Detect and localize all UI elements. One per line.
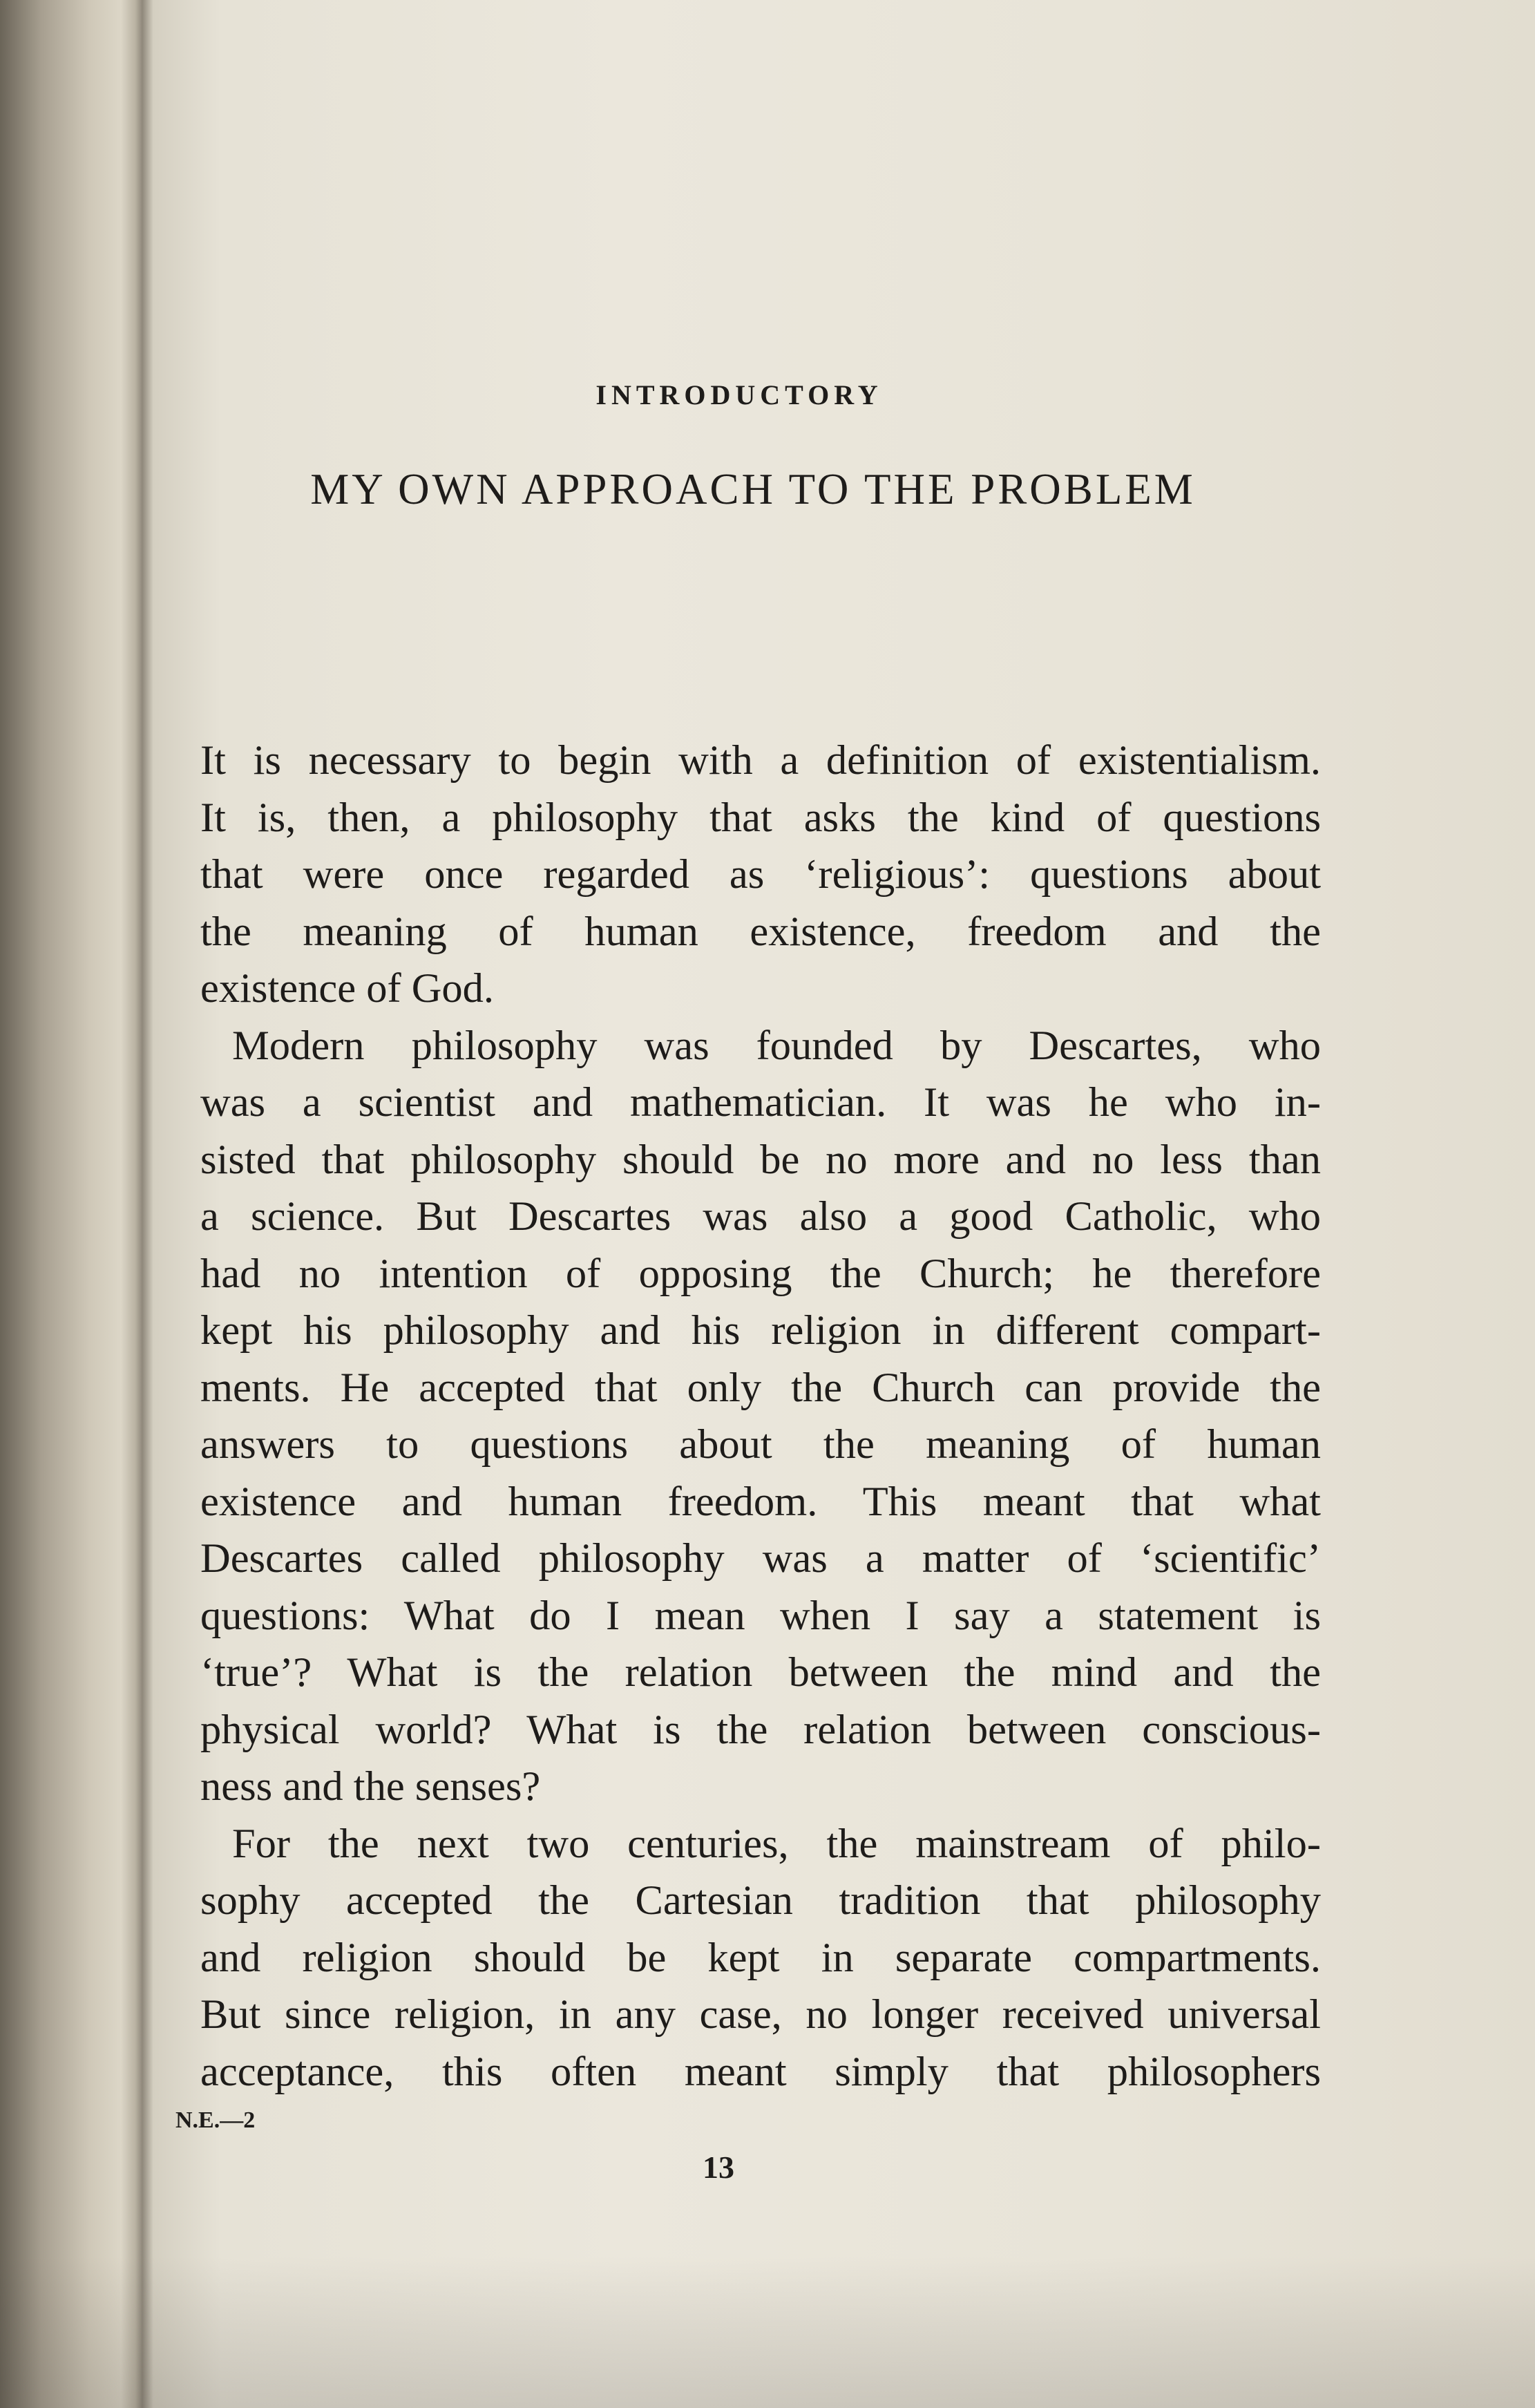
- text-line: ‘true’? What is the relation between the mind and the: [200, 1649, 1321, 1696]
- text-line: that were once regarded as ‘religious’: questions about: [200, 851, 1321, 898]
- running-head: INTRODUCTORY: [595, 379, 883, 410]
- text-line: But since religion, in any case, no longer received universal: [200, 1991, 1321, 2038]
- text-line: It is, then, a philosophy that asks the kind of questions: [200, 794, 1321, 841]
- page-shadow: [0, 2256, 1535, 2408]
- text-line: physical world? What is the relation between conscious-: [200, 1706, 1321, 1753]
- chapter-title: MY OWN APPROACH TO THE PROBLEM: [310, 465, 1196, 513]
- text-line: and religion should be kept in separate compartments.: [200, 1934, 1321, 1981]
- text-line: existence of God.: [200, 965, 495, 1012]
- body-text: [200, 732, 1321, 2101]
- text-line: For the next two centuries, the mainstream of philo-: [232, 1820, 1321, 1867]
- text-line: ness and the senses?: [200, 1763, 541, 1810]
- text-line: the meaning of human existence, freedom and the: [200, 908, 1321, 955]
- text-line: questions: What do I mean when I say a statement is: [200, 1592, 1321, 1639]
- text-line: ments. He accepted that only the Church can provide the: [200, 1364, 1321, 1411]
- text-line: was a scientist and mathematician. It was he who in-: [200, 1079, 1321, 1126]
- text-line: sisted that philosophy should be no more and no less than: [200, 1136, 1321, 1183]
- text-line: acceptance, this often meant simply that philosophers: [200, 2048, 1321, 2095]
- text-line: had no intention of opposing the Church; he therefore: [200, 1250, 1321, 1297]
- page-number: 13: [703, 2150, 734, 2185]
- text-line: answers to questions about the meaning of human: [200, 1421, 1321, 1468]
- text-line: Descartes called philosophy was a matter of ‘scientific’: [200, 1535, 1321, 1582]
- text-line: existence and human freedom. This meant that what: [200, 1478, 1321, 1525]
- signature-mark: N.E.—2: [175, 2107, 256, 2133]
- text-line: sophy accepted the Cartesian tradition that philosophy: [200, 1877, 1321, 1924]
- text-line: Modern philosophy was founded by Descartes, who: [232, 1022, 1321, 1069]
- text-line: kept his philosophy and his religion in different compart-: [200, 1307, 1321, 1354]
- text-line: a science. But Descartes was also a good Catholic, who: [200, 1193, 1321, 1240]
- text-line: It is necessary to begin with a definition of existentialism.: [200, 737, 1321, 784]
